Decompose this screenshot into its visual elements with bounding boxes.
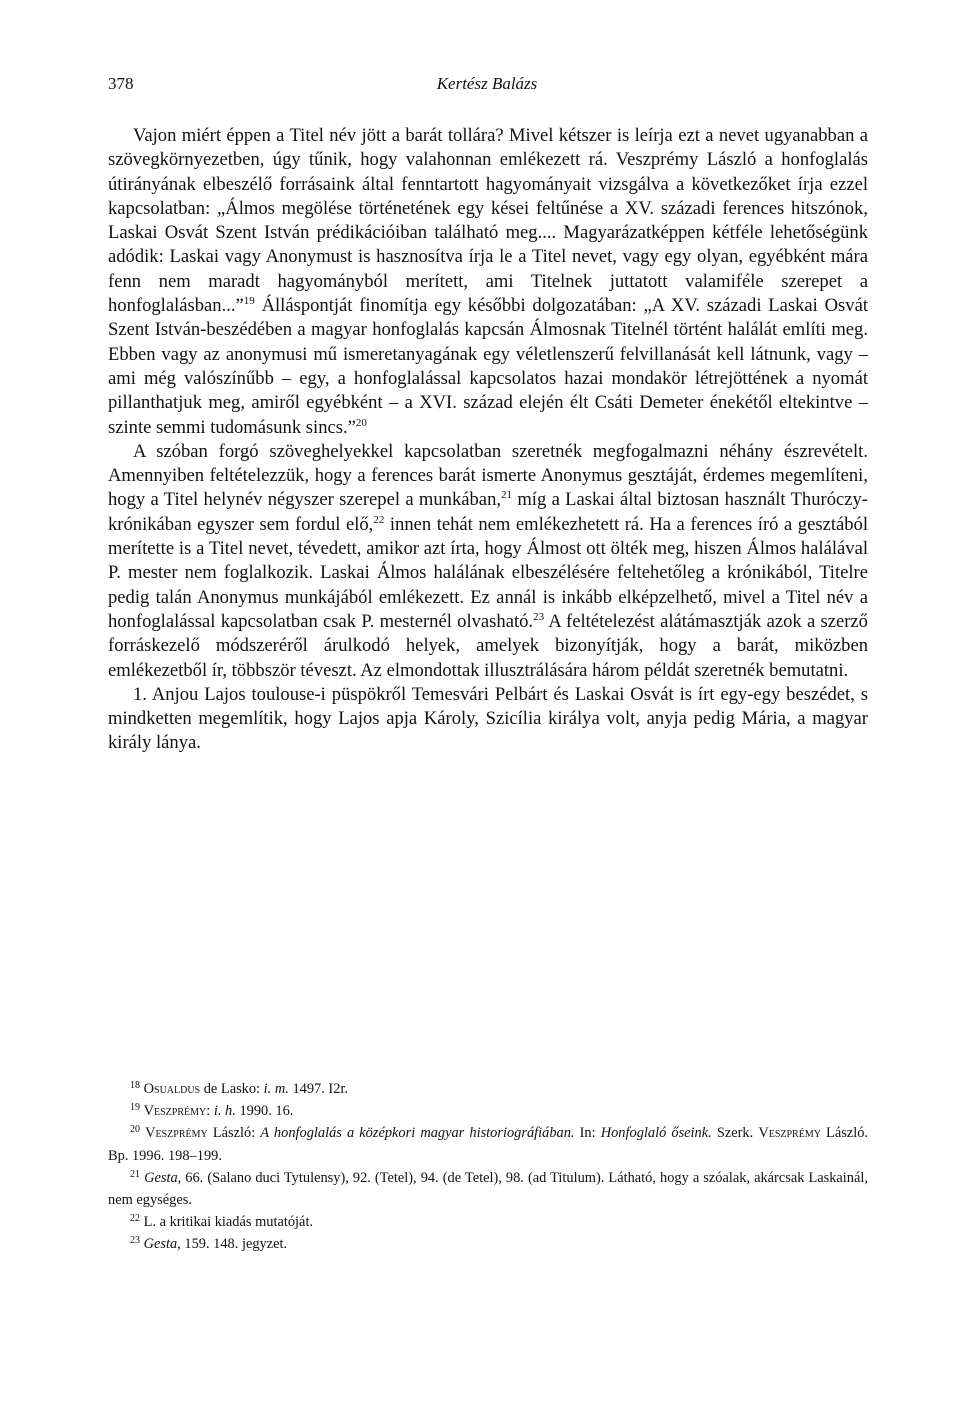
footnote-19 xyxy=(108,1100,868,1122)
paragraph-2-part-a: A szóban forgó szöveghelyekkel kapcsolatban szeretnék megfogalmazni néhány észrevételt. Amennyiben feltételezzük, hogy a ferences barát ismerte Anonymus gesztáját, érdemes megemlíteni, hogy a Titel helynév négyszer szerepel a munkában, xyxy=(108,440,868,511)
paragraph-1 xyxy=(108,124,868,440)
footnote-italic: Honfoglaló őseink. xyxy=(600,1125,712,1142)
footnote-italic: A honfoglalás a középkori magyar historiográfiában. xyxy=(260,1125,575,1142)
author-name: Osualdus xyxy=(143,1081,201,1097)
footnote-22 xyxy=(108,1211,868,1233)
footnote-italic: i. m. xyxy=(263,1081,289,1097)
paragraph-2-part-b: míg a Laskai által biztosan használt Thuróczy-krónikában egyszer sem fordul elő, xyxy=(108,489,868,535)
footnote-text: de Lasko: xyxy=(200,1081,264,1097)
footnote-ref-22: 22 xyxy=(373,513,385,526)
author-name: Veszprémy xyxy=(143,1103,207,1120)
page-header xyxy=(108,74,866,98)
running-head: Kertész Balázs xyxy=(436,74,538,93)
footnote-italic: i. h. xyxy=(213,1103,236,1120)
footnote-text: 1497. I2r. xyxy=(288,1081,349,1097)
footnote-ref-23: 23 xyxy=(533,610,545,623)
footnote-ref-21: 21 xyxy=(501,489,513,502)
footnote-21 xyxy=(108,1167,868,1211)
paragraph-3: 1. Anjou Lajos toulouse-i püspökről Temesvári Pelbárt és Laskai Osvát is írt egy-egy beszédet, s mindketten megemlítik, hogy Lajos apja Károly, Szicília királya volt, anyja pedig Mária, a magyar király lánya. xyxy=(108,683,868,754)
footnote-18 xyxy=(108,1078,868,1100)
footnote-text: László. Bp. 1996. 198–199. xyxy=(108,1125,868,1164)
footnote-ref-20: 20 xyxy=(355,416,367,429)
paragraph-1-part-a: Vajon miért éppen a Titel név jött a barát tollára? Mivel kétszer is leírja ezt a nevet ugyanabban a szövegkörnyezetben, úgy tűnik, hogy valahonnan emlékezett rá. Veszprémy László a honfoglalás útirányának elbeszélő forrásaink által fenntartott hagyományait vizsgálva a következőket írja ezzel kapcsolatban: „Álmos megölése történetének egy kései feltűnése a XV. századi ferences hitszónok, Laskai Osvát Szent István prédikációiban található meg.... Magyarázatképpen kétféle lehetőségünk adódik: Laskai vagy Anonymust is hasznosítva írja le a Titel nevet, vagy egy olyan, egyébként mára fenn nem maradt hagyományból merített, ami Titelnek juttatott valamiféle szerepet a honfoglalásban...” xyxy=(108,125,868,317)
page-number: 378 xyxy=(108,74,134,93)
paragraph-2-part-c: innen tehát nem emlékezhetett rá. Ha a ferences író a gesztából merítette is a Titel nevet, tévedett, amikor azt írta, hogy Álmost ott ölték meg, hiszen Álmos halálával P. mester nem foglalkozik. Laskai Álmos halálának elbeszélésére feltehetőleg a krónikából, Titelre pedig talán Anonymus munkájából emlékezett. Ez annál is inkább elképzelhető, mivel a Titel név a honfoglalással kapcsolatban csak P. mesternél olvasható. xyxy=(108,513,868,632)
footnote-number: 18 xyxy=(130,1080,140,1091)
footnote-italic: Gesta, xyxy=(143,1236,181,1253)
author-name: Veszprémy xyxy=(145,1125,208,1142)
footnote-text: Szerk. xyxy=(711,1125,759,1142)
footnote-number: 20 xyxy=(130,1124,140,1136)
footnote-text: : xyxy=(206,1103,214,1120)
footnote-italic: Gesta, xyxy=(144,1169,182,1186)
footnote-number: 22 xyxy=(130,1213,140,1225)
footnote-number: 23 xyxy=(130,1235,140,1247)
footnotes xyxy=(108,1078,868,1256)
footnote-text: 159. 148. jegyzet. xyxy=(180,1236,288,1253)
footnote-text: 66. (Salano duci Tytulensy), 92. (Tetel), 94. (de Tetel), 98. (ad Titulum). Látható, hogy a szóalak, akárcsak Laskainál, nem egységes. xyxy=(108,1169,868,1209)
footnote-20 xyxy=(108,1122,868,1166)
footnote-text: László: xyxy=(207,1125,261,1142)
footnote-text: L. a kritikai kiadás mutatóját. xyxy=(140,1214,314,1231)
footnote-number: 19 xyxy=(130,1102,140,1114)
paragraph-1-part-b: Álláspontját finomítja egy későbbi dolgozatában: „A XV. századi Laskai Osvát Szent István-beszédében a magyar honfoglalás kapcsán Álmosnak Titelnél történt halálát említi meg. Ebben vagy az anonymusi mű ismeretanyagának egy véletlenszerű felvillanását kell látnunk, vagy – ami még valószínűbb – egy, a honfoglalással kapcsolatos hazai mondakör létrejöttének a nyomát pillanthatjuk meg, amiről egyébként – a XVI. század elején élt Csáti Demeter énekétől eltekintve – szinte semmi tudomásunk sincs.” xyxy=(108,295,868,438)
footnote-23 xyxy=(108,1233,868,1255)
footnote-number: 21 xyxy=(130,1168,140,1180)
footnote-ref-19: 19 xyxy=(243,295,255,308)
footnote-text: 1990. 16. xyxy=(235,1103,294,1120)
footnote-text: In: xyxy=(574,1125,601,1142)
author-name: Veszprémy xyxy=(758,1125,821,1142)
paragraph-2-part-d: A feltételezést alátámasztják azok a szerző forráskezelő módszeréről árulkodó helyek, amelyek bizonyítják, hogy a barát, miközben emlékezetből ír, többször téveszt. Az elmondottak illusztrálására három példát szeretnék bemutatni. xyxy=(108,610,868,681)
body-text xyxy=(108,124,868,756)
paragraph-2 xyxy=(108,440,868,683)
